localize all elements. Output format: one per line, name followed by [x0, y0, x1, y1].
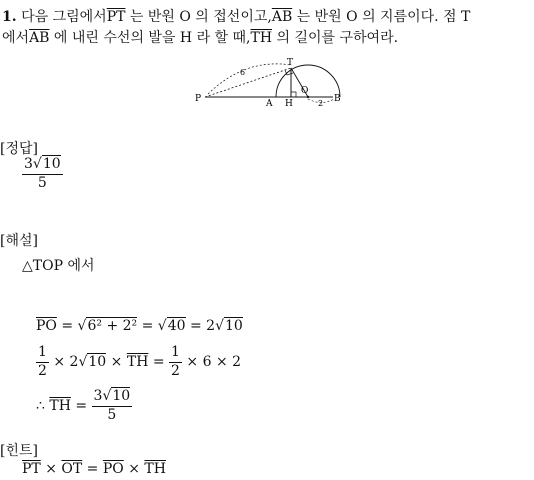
answer-header: [정답]: [0, 141, 38, 157]
times: ×: [123, 461, 145, 477]
equals: =: [70, 398, 92, 414]
fraction-numerator: 1: [36, 344, 49, 363]
problem-text: 의 길이를 구하여라.: [272, 30, 399, 46]
line-pt: [205, 68, 291, 97]
fraction-numerator: 3√10: [92, 388, 133, 407]
coef: 3: [24, 156, 33, 172]
radicand: 10: [88, 354, 107, 370]
therefore-symbol: ∴: [36, 398, 50, 414]
label-h: H: [285, 99, 293, 108]
fraction-denominator: 5: [107, 406, 117, 423]
equation-th: [36, 388, 132, 424]
fraction-denominator: 2: [38, 362, 47, 379]
segment-pt: $\overline{PT}$: [22, 461, 41, 477]
problem-line-2: [2, 27, 398, 47]
explanation-header: [해설]: [0, 233, 38, 249]
fraction: [92, 388, 133, 424]
segment-ot: $\overline{OT}$: [61, 461, 83, 477]
label-t: T: [287, 58, 294, 68]
segment-th: $\overline{TH}$: [126, 354, 149, 370]
segment-po: $\overline{PO}$: [102, 461, 124, 477]
text: ×: [106, 354, 127, 370]
fraction-numerator: 3√10: [22, 156, 63, 175]
times: ×: [40, 461, 62, 477]
radicand: 10: [112, 388, 131, 404]
fraction: [36, 344, 49, 380]
problem-number: 1.: [2, 9, 17, 25]
explanation-triangle: △TOP 에서: [22, 258, 95, 274]
fraction-denominator: 5: [37, 174, 47, 191]
text: × 6 × 2: [181, 354, 242, 370]
coef: 3: [93, 388, 103, 404]
segment-po: $\overline{PO}$: [36, 318, 57, 334]
fraction-numerator: 1: [169, 344, 182, 363]
hint-header: [힌트]: [0, 443, 38, 459]
fraction: [22, 156, 63, 192]
label-2: 2: [318, 99, 324, 108]
problem-text: 에서: [2, 30, 30, 46]
radicand: 40: [167, 318, 186, 334]
label-p: P: [195, 94, 202, 104]
equals: =: [56, 318, 78, 334]
segment-ab: $\overline{AB}$: [29, 30, 50, 46]
label-a: A: [266, 99, 273, 108]
label-6: 6: [240, 68, 246, 77]
right-angle-h: [291, 92, 296, 97]
problem-text: 다음 그림에서: [21, 9, 107, 25]
segment-ab: $\overline{AB}$: [271, 9, 293, 25]
answer-fraction: [22, 156, 63, 192]
equals: =: [82, 461, 103, 477]
problem-line-1: [2, 6, 470, 26]
equals: = 2: [185, 318, 216, 334]
radicand: 10: [225, 318, 243, 334]
radicand: 10: [42, 156, 61, 172]
equation-po: $\overline{PO} = √6^2 + 2^2 = √40 = 2√10$: [36, 318, 243, 334]
hint-equation: [22, 461, 166, 477]
problem-text: 는 반원 O 의 지름이다. 점 T: [292, 9, 471, 25]
label-b: B: [334, 94, 341, 104]
point-o: [307, 96, 309, 98]
fraction: [169, 344, 182, 380]
text: × 2: [48, 354, 79, 370]
equals: =: [137, 318, 158, 334]
segment-th: $\overline{TH}$: [49, 398, 71, 414]
problem-text: 에 내린 수선의 발을 H 라 할 때,: [49, 30, 251, 46]
segment-th: $\overline{TH}$: [250, 30, 273, 46]
problem-text: 는 반원 O 의 접선이고,: [125, 9, 272, 25]
segment-pt: $\overline{PT}$: [106, 9, 126, 25]
arc-pt: [208, 64, 291, 94]
equation-area: $\frac{1}{2}$ × $2√10 \times \overline{TH}$ = $\frac{1}{2}$ × 6 × 2: [38, 344, 242, 379]
equals: =: [148, 354, 170, 370]
fraction-denominator: 2: [171, 362, 180, 379]
label-o: O: [301, 86, 309, 96]
radicand: 6² + 2²: [87, 318, 138, 334]
segment-th: $\overline{TH}$: [144, 461, 166, 477]
geometry-figure: [190, 56, 350, 108]
